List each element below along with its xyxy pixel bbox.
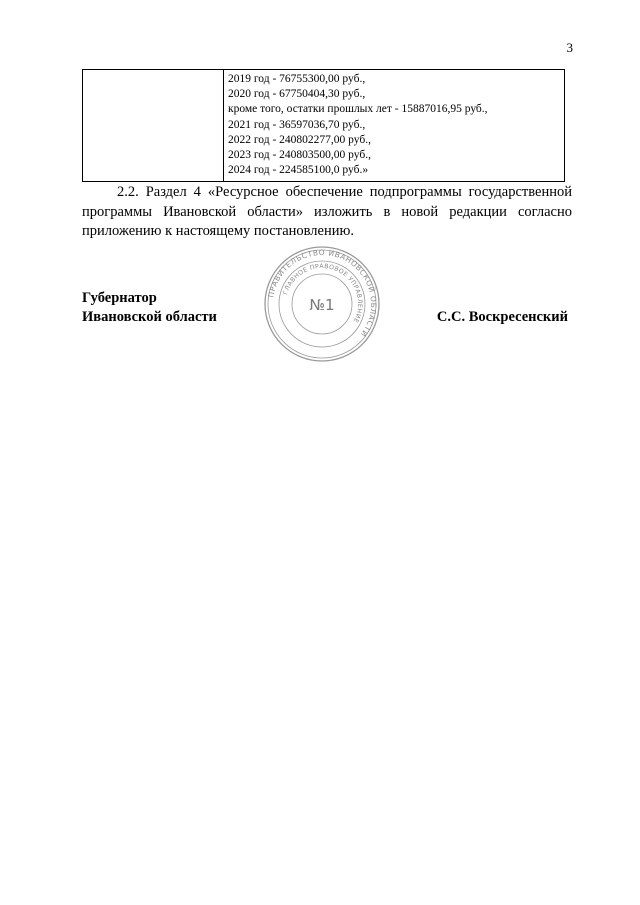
financing-line-2023: 2023 год - 240803500,00 руб., (228, 149, 371, 162)
table-row (83, 70, 565, 182)
financing-line-2019: 2019 год - 76755300,00 руб., (228, 73, 366, 85)
financing-line-2021: 2021 год - 36597036,70 руб., (228, 118, 366, 131)
stamp-number: №1 (309, 296, 335, 314)
financing-line-2022: 2022 год - 240802277,00 руб., (228, 133, 371, 146)
table-left-cell (83, 70, 224, 182)
stamp-inner-text: ГЛАВНОЕ ПРАВОВОЕ УПРАВЛЕНИЕ (282, 262, 364, 324)
table-right-cell (224, 70, 565, 182)
signatory-name: С.С. Воскресенский (436, 309, 568, 325)
financing-line-2020: 2020 год - 67750404,30 руб., (228, 88, 366, 101)
financing-line-previous-years: кроме того, остатки прошлых лет - 15887016,95 руб., (228, 103, 488, 116)
official-stamp (262, 244, 382, 364)
section-paragraph: 2.2. Раздел 4 «Ресурсное обеспечение подпрограммы государственной программы Ивановской области» изложить в новой редакции согласно приложению к настоящему постановлению. (82, 184, 572, 239)
signature-title-line1: Губернатор (82, 290, 157, 306)
financing-line-2024: 2024 год - 224585100,0 руб.» (228, 164, 369, 177)
signature-title (82, 289, 217, 327)
signature-title-line2: Ивановской области (82, 309, 217, 325)
stamp-outer-text: ПРАВИТЕЛЬСТВО ИВАНОВСКОЙ ОБЛАСТИ (266, 247, 379, 339)
financing-table (82, 69, 565, 182)
page-number: 3 (566, 40, 573, 55)
